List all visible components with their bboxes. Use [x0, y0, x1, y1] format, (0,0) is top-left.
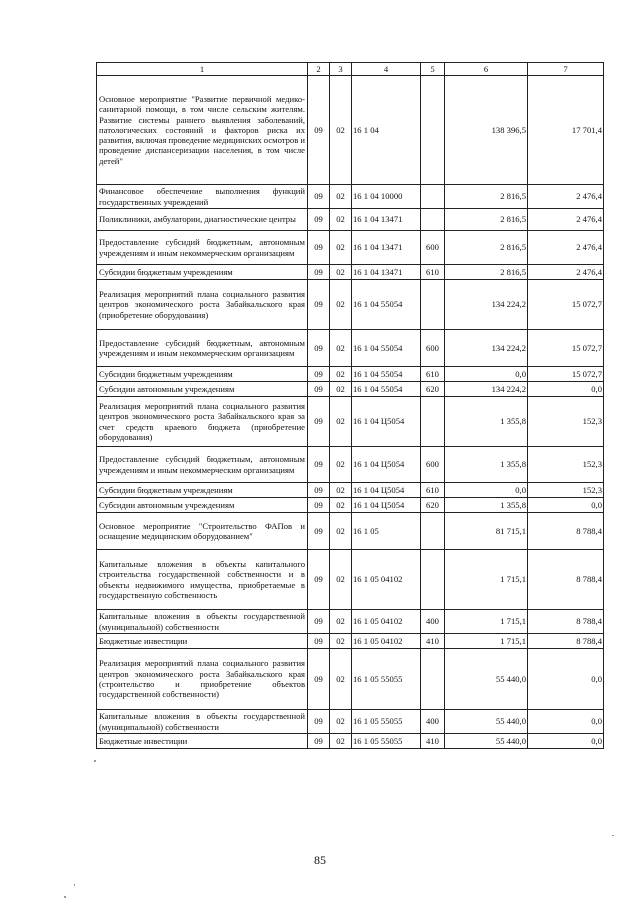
cell-c3: 02 — [330, 367, 352, 382]
cell-c4: 16 1 04 10000 — [352, 185, 421, 209]
cell-c1: Субсидии бюджетным учреждениям — [97, 265, 308, 280]
cell-c6: 134 224,2 — [445, 280, 528, 330]
cell-c1: Капитальные вложения в объекты государственной (муниципальной) собственности — [97, 710, 308, 734]
cell-c4: 16 1 04 55054 — [352, 382, 421, 397]
cell-c6: 2 816,5 — [445, 231, 528, 265]
table-row — [97, 498, 604, 513]
cell-c4: 16 1 04 55054 — [352, 280, 421, 330]
cell-c1: Реализация мероприятий плана социального развития центров экономического роста Забайкальского края (строительство и приобретение объектов государственной собственности) — [97, 649, 308, 710]
cell-c1: Предоставление субсидий бюджетным, автономным учреждениям и иным некоммерческим организациям — [97, 330, 308, 367]
cell-c4: 16 1 04 Ц5054 — [352, 498, 421, 513]
cell-c5 — [421, 76, 445, 185]
cell-c4: 16 1 04 13471 — [352, 231, 421, 265]
cell-c1: Предоставление субсидий бюджетным, автономным учреждениям и иным некоммерческим организациям — [97, 231, 308, 265]
cell-c5 — [421, 209, 445, 231]
cell-c5 — [421, 397, 445, 447]
cell-c3: 02 — [330, 76, 352, 185]
cell-c6: 1 715,1 — [445, 634, 528, 649]
cell-c6: 2 816,5 — [445, 265, 528, 280]
cell-c4: 16 1 04 Ц5054 — [352, 447, 421, 483]
cell-c4: 16 1 05 55055 — [352, 649, 421, 710]
scan-speck — [94, 760, 96, 762]
cell-c4: 16 1 05 — [352, 513, 421, 550]
cell-c1: Субсидии автономным учреждениям — [97, 382, 308, 397]
budget-table — [96, 62, 604, 749]
cell-c5: 400 — [421, 610, 445, 634]
table-row — [97, 330, 604, 367]
cell-c7: 2 476,4 — [528, 265, 604, 280]
cell-c2: 09 — [308, 734, 330, 749]
table-row — [97, 734, 604, 749]
cell-c3: 02 — [330, 513, 352, 550]
cell-c2: 09 — [308, 330, 330, 367]
table-row — [97, 185, 604, 209]
cell-c6: 134 224,2 — [445, 330, 528, 367]
cell-c3: 02 — [330, 550, 352, 610]
cell-c6: 134 224,2 — [445, 382, 528, 397]
header-cell-4: 4 — [352, 63, 421, 76]
header-cell-6: 6 — [445, 63, 528, 76]
cell-c2: 09 — [308, 265, 330, 280]
cell-c7: 8 788,4 — [528, 634, 604, 649]
cell-c2: 09 — [308, 280, 330, 330]
cell-c5 — [421, 185, 445, 209]
cell-c1: Финансовое обеспечение выполнения функций государственных учреждений — [97, 185, 308, 209]
table-row — [97, 382, 604, 397]
cell-c6: 1 355,8 — [445, 498, 528, 513]
cell-c5: 620 — [421, 382, 445, 397]
cell-c7: 8 788,4 — [528, 550, 604, 610]
cell-c7: 0,0 — [528, 734, 604, 749]
cell-c1: Капитальные вложения в объекты капитального строительства государственной собственности и в объекты недвижимого имущества, приобретаемые в государственную собственность — [97, 550, 308, 610]
cell-c4: 16 1 04 55054 — [352, 367, 421, 382]
table-row — [97, 649, 604, 710]
cell-c1: Предоставление субсидий бюджетным, автономным учреждениям и иным некоммерческим организациям — [97, 447, 308, 483]
scan-speck — [64, 896, 66, 898]
cell-c7: 15 072,7 — [528, 280, 604, 330]
cell-c5: 600 — [421, 447, 445, 483]
cell-c2: 09 — [308, 209, 330, 231]
cell-c6: 55 440,0 — [445, 710, 528, 734]
cell-c7: 152,3 — [528, 447, 604, 483]
cell-c6: 2 816,5 — [445, 185, 528, 209]
cell-c4: 16 1 05 55055 — [352, 734, 421, 749]
cell-c3: 02 — [330, 397, 352, 447]
cell-c4: 16 1 04 Ц5054 — [352, 397, 421, 447]
cell-c3: 02 — [330, 649, 352, 710]
cell-c3: 02 — [330, 610, 352, 634]
cell-c6: 1 355,8 — [445, 447, 528, 483]
header-cell-5: 5 — [421, 63, 445, 76]
cell-c1: Основное мероприятие "Строительство ФАПов и оснащение медицинским оборудованием" — [97, 513, 308, 550]
cell-c7: 0,0 — [528, 382, 604, 397]
cell-c4: 16 1 04 13471 — [352, 209, 421, 231]
cell-c2: 09 — [308, 447, 330, 483]
table-row — [97, 209, 604, 231]
cell-c2: 09 — [308, 231, 330, 265]
cell-c1: Бюджетные инвестиции — [97, 734, 308, 749]
table-header-row — [97, 63, 604, 76]
cell-c3: 02 — [330, 483, 352, 498]
table-body — [97, 63, 604, 749]
cell-c2: 09 — [308, 397, 330, 447]
cell-c3: 02 — [330, 265, 352, 280]
cell-c2: 09 — [308, 513, 330, 550]
table-row — [97, 76, 604, 185]
cell-c3: 02 — [330, 330, 352, 367]
cell-c2: 09 — [308, 550, 330, 610]
header-cell-1: 1 — [97, 63, 308, 76]
cell-c1: Субсидии автономным учреждениям — [97, 498, 308, 513]
cell-c5: 610 — [421, 367, 445, 382]
cell-c7: 8 788,4 — [528, 513, 604, 550]
cell-c5: 600 — [421, 330, 445, 367]
cell-c2: 09 — [308, 185, 330, 209]
cell-c7: 0,0 — [528, 649, 604, 710]
table-row — [97, 397, 604, 447]
cell-c3: 02 — [330, 498, 352, 513]
table-row — [97, 231, 604, 265]
cell-c7: 17 701,4 — [528, 76, 604, 185]
cell-c5 — [421, 550, 445, 610]
cell-c4: 16 1 05 04102 — [352, 610, 421, 634]
cell-c7: 2 476,4 — [528, 185, 604, 209]
cell-c2: 09 — [308, 610, 330, 634]
cell-c7: 0,0 — [528, 498, 604, 513]
cell-c5 — [421, 513, 445, 550]
cell-c6: 1 715,1 — [445, 610, 528, 634]
cell-c2: 09 — [308, 76, 330, 185]
cell-c5: 610 — [421, 265, 445, 280]
cell-c5: 400 — [421, 710, 445, 734]
header-cell-2: 2 — [308, 63, 330, 76]
cell-c7: 8 788,4 — [528, 610, 604, 634]
cell-c1: Реализация мероприятий плана социального развития центров экономического роста Забайкальского края (приобретение оборудования) — [97, 280, 308, 330]
cell-c1: Субсидии бюджетным учреждениям — [97, 367, 308, 382]
table-row — [97, 483, 604, 498]
table-row — [97, 710, 604, 734]
scan-speck — [74, 884, 75, 886]
cell-c7: 2 476,4 — [528, 231, 604, 265]
cell-c6: 55 440,0 — [445, 649, 528, 710]
cell-c7: 15 072,7 — [528, 330, 604, 367]
cell-c7: 2 476,4 — [528, 209, 604, 231]
table-row — [97, 280, 604, 330]
table-row — [97, 610, 604, 634]
cell-c1: Бюджетные инвестиции — [97, 634, 308, 649]
cell-c4: 16 1 04 13471 — [352, 265, 421, 280]
header-cell-7: 7 — [528, 63, 604, 76]
table-row — [97, 634, 604, 649]
cell-c7: 152,3 — [528, 397, 604, 447]
cell-c3: 02 — [330, 734, 352, 749]
cell-c6: 2 816,5 — [445, 209, 528, 231]
cell-c1: Реализация мероприятий плана социального развития центров экономического роста Забайкальского края за счет средств краевого бюджета (приобретение оборудования) — [97, 397, 308, 447]
cell-c1: Поликлиники, амбулатории, диагностические центры — [97, 209, 308, 231]
cell-c1: Субсидии бюджетным учреждениям — [97, 483, 308, 498]
cell-c4: 16 1 05 04102 — [352, 634, 421, 649]
cell-c5 — [421, 649, 445, 710]
cell-c3: 02 — [330, 710, 352, 734]
cell-c6: 0,0 — [445, 483, 528, 498]
cell-c5: 610 — [421, 483, 445, 498]
cell-c3: 02 — [330, 231, 352, 265]
cell-c1: Основное мероприятие "Развитие первичной медико-санитарной помощи, в том числе сельским жителям. Развитие системы раннего выявления заболеваний, патологических состояний и факторов риска их развития, включая проведение медицинских осмотров и проведение диспансеризации населения, в том числе детей" — [97, 76, 308, 185]
cell-c5: 600 — [421, 231, 445, 265]
cell-c3: 02 — [330, 280, 352, 330]
cell-c2: 09 — [308, 710, 330, 734]
cell-c6: 81 715,1 — [445, 513, 528, 550]
cell-c6: 1 355,8 — [445, 397, 528, 447]
cell-c7: 152,3 — [528, 483, 604, 498]
cell-c3: 02 — [330, 634, 352, 649]
cell-c6: 0,0 — [445, 367, 528, 382]
cell-c5: 410 — [421, 634, 445, 649]
cell-c3: 02 — [330, 185, 352, 209]
cell-c2: 09 — [308, 367, 330, 382]
cell-c2: 09 — [308, 649, 330, 710]
cell-c3: 02 — [330, 447, 352, 483]
cell-c6: 138 396,5 — [445, 76, 528, 185]
cell-c4: 16 1 04 55054 — [352, 330, 421, 367]
table-row — [97, 447, 604, 483]
cell-c1: Капитальные вложения в объекты государственной (муниципальной) собственности — [97, 610, 308, 634]
table-row — [97, 367, 604, 382]
page-number: 85 — [314, 853, 326, 867]
table-row — [97, 513, 604, 550]
table-row — [97, 265, 604, 280]
cell-c7: 15 072,7 — [528, 367, 604, 382]
cell-c4: 16 1 04 — [352, 76, 421, 185]
cell-c3: 02 — [330, 209, 352, 231]
cell-c2: 09 — [308, 634, 330, 649]
cell-c4: 16 1 05 04102 — [352, 550, 421, 610]
cell-c2: 09 — [308, 382, 330, 397]
cell-c2: 09 — [308, 498, 330, 513]
scan-speck — [612, 835, 614, 836]
cell-c5: 620 — [421, 498, 445, 513]
header-cell-3: 3 — [330, 63, 352, 76]
cell-c5 — [421, 280, 445, 330]
cell-c3: 02 — [330, 382, 352, 397]
cell-c7: 0,0 — [528, 710, 604, 734]
cell-c4: 16 1 04 Ц5054 — [352, 483, 421, 498]
cell-c4: 16 1 05 55055 — [352, 710, 421, 734]
cell-c6: 1 715,1 — [445, 550, 528, 610]
cell-c6: 55 440,0 — [445, 734, 528, 749]
table-row — [97, 550, 604, 610]
cell-c2: 09 — [308, 483, 330, 498]
cell-c5: 410 — [421, 734, 445, 749]
